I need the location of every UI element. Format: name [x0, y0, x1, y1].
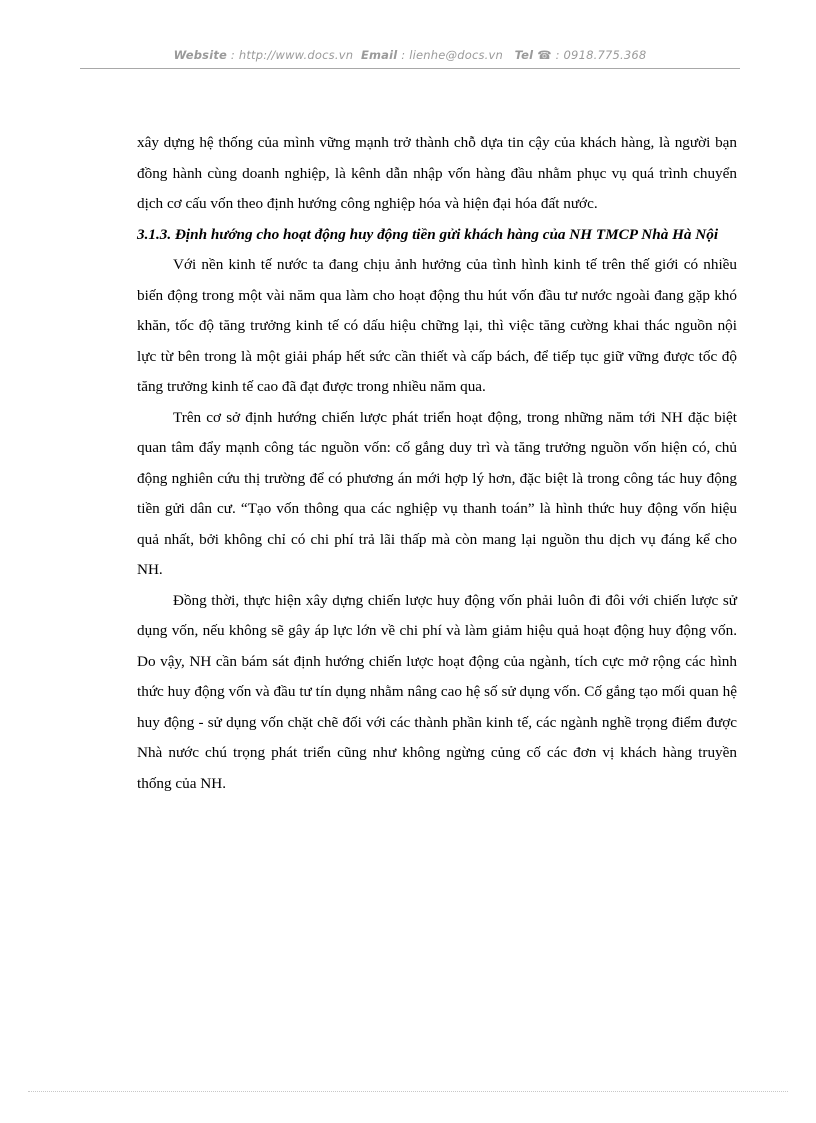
paragraph-economy: Với nền kinh tế nước ta đang chịu ảnh hưởng của tình hình kinh tế trên thế giới có nhiều biến động trong một vài năm qua làm cho hoạt động thu hút vốn đầu tư nước ngoài đang gặp khó khăn, tốc độ tăng trưởng kinh tế có dấu hiệu chững lại, thì việc tăng cường khai thác nguồn nội lực từ bên trong là một giải pháp hết sức cần thiết và cấp bách, để tiếp tục giữ vững được tốc độ tăng trưởng kinh tế cao đã đạt được trong nhiều năm qua.: [137, 256, 737, 395]
website-url[interactable]: http://www.docs.vn: [238, 48, 354, 62]
section-heading: 3.1.3. Định hướng cho hoạt động huy động tiền gửi khách hàng của NH TMCP Nhà Hà Nội: [137, 225, 719, 243]
document-body: [137, 128, 737, 799]
email-address[interactable]: lienhe@docs.vn: [409, 48, 504, 62]
website-separator: :: [227, 48, 239, 62]
paragraph-strategy: Trên cơ sở định hướng chiến lược phát triển hoạt động, trong những năm tới NH đặc biệt quan tâm đẩy mạnh công tác nguồn vốn: cố gắng duy trì và tăng trưởng nguồn vốn hiện có, chủ động nghiên cứu thị trường để có phương án mới hợp lý hơn, đặc biệt là trong công tác huy động tiền gửi dân cư. “Tạo vốn thông qua các nghiệp vụ thanh toán” là hình thức huy động vốn hiệu quả nhất, bởi không chỉ có chi phí trả lãi thấp mà còn mang lại nguồn thu dịch vụ đáng kể cho NH.: [137, 408, 737, 578]
tel-separator: :: [551, 48, 564, 62]
tel-label: Tel: [514, 48, 534, 62]
header-divider: [80, 68, 740, 69]
footer-divider: [28, 1091, 788, 1092]
page-header: [80, 48, 740, 62]
phone-icon: ☎: [537, 48, 552, 62]
email-separator: :: [397, 48, 410, 62]
paragraph-capital-usage: Đồng thời, thực hiện xây dựng chiến lược huy động vốn phải luôn đi đôi với chiến lược sử dụng vốn, nếu không sẽ gây áp lực lớn về chi phí và làm giảm hiệu quả hoạt động huy động vốn. Do vậy, NH cần bám sát định hướng chiến lược hoạt động của ngành, tích cực mở rộng các hình thức huy động vốn và đầu tư tín dụng nhằm nâng cao hệ số sử dụng vốn. Cố gắng tạo mối quan hệ huy động - sử dụng vốn chặt chẽ đối với các thành phần kinh tế, các ngành nghề trọng điểm được Nhà nước chú trọng phát triển cũng như không ngừng củng cố các đơn vị khách hàng truyền thống của NH.: [137, 591, 737, 792]
email-label: Email: [360, 48, 398, 62]
website-label: Website: [173, 48, 228, 62]
tel-number: 0918.775.368: [563, 48, 647, 62]
paragraph-intro: xây dựng hệ thống của mình vững mạnh trở thành chỗ dựa tin cậy của khách hàng, là người bạn đồng hành cùng doanh nghiệp, là kênh dẫn nhập vốn hàng đầu nhằm phục vụ quá trình chuyển dịch cơ cấu vốn theo định hướng công nghiệp hóa và hiện đại hóa đất nước.: [137, 134, 737, 212]
